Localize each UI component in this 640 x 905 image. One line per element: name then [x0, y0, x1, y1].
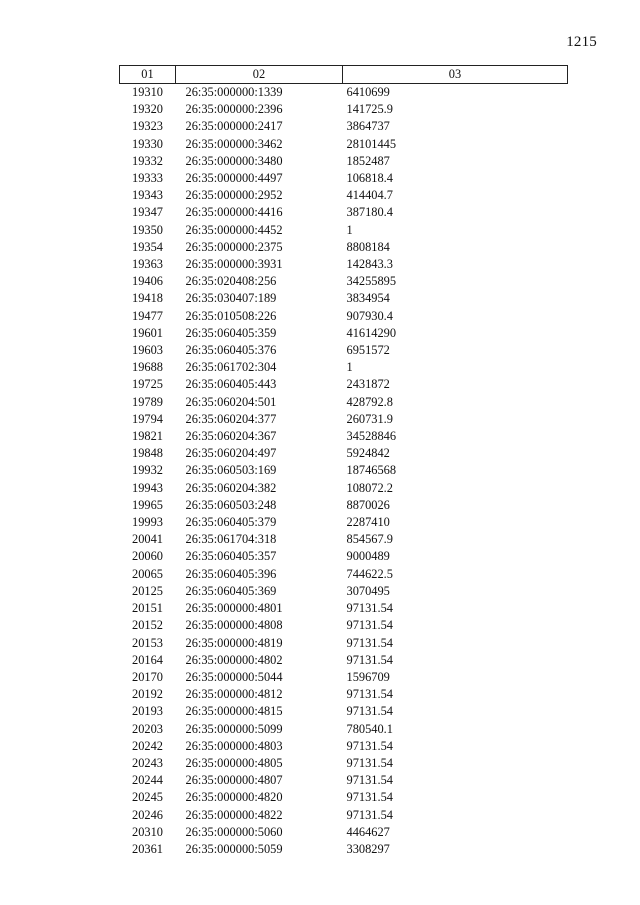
- row-id-cell: 19406: [132, 274, 163, 289]
- value-cell: 1596709: [346, 669, 390, 684]
- row-id-cell: 19688: [132, 360, 163, 375]
- cadastral-number-cell: 26:35:000000:5044: [185, 669, 283, 684]
- value-cell: 106818.4: [346, 171, 393, 186]
- cadastral-number-cell: 26:35:000000:4807: [185, 773, 283, 788]
- table-row: [120, 273, 568, 290]
- cadastral-number-cell: 26:35:061704:318: [185, 532, 277, 547]
- cadastral-number-cell: 26:35:060204:497: [185, 446, 277, 461]
- table-row: [120, 686, 568, 703]
- table-row: [120, 445, 568, 462]
- row-id-cell: 20243: [132, 755, 163, 770]
- table-row: [120, 342, 568, 359]
- row-id-cell: 20153: [132, 635, 163, 650]
- row-id-cell: 20125: [132, 583, 163, 598]
- value-cell: 9000489: [346, 549, 390, 564]
- row-id-cell: 19993: [132, 515, 163, 530]
- table-row: [120, 772, 568, 789]
- table-row: [120, 755, 568, 772]
- row-id-cell: 20361: [132, 841, 163, 856]
- value-cell: 2287410: [346, 515, 390, 530]
- table-row: [120, 308, 568, 325]
- column-header-02: 02: [176, 66, 343, 84]
- cadastral-number-cell: 26:35:000000:4497: [185, 171, 283, 186]
- value-cell: 854567.9: [346, 532, 393, 547]
- row-id-cell: 19601: [132, 325, 163, 340]
- table-body: [120, 84, 568, 859]
- cadastral-number-cell: 26:35:000000:2375: [185, 239, 283, 254]
- cadastral-number-cell: 26:35:060204:377: [185, 411, 277, 426]
- table-row: [120, 531, 568, 548]
- table-row: [120, 617, 568, 634]
- value-cell: 97131.54: [346, 755, 393, 770]
- cadastral-number-cell: 26:35:060405:443: [185, 377, 277, 392]
- value-cell: 428792.8: [346, 394, 393, 409]
- value-cell: 97131.54: [346, 601, 393, 616]
- cadastral-number-cell: 26:35:061702:304: [185, 360, 277, 375]
- value-cell: 97131.54: [346, 790, 393, 805]
- cadastral-number-cell: 26:35:000000:4802: [185, 652, 283, 667]
- row-id-cell: 20065: [132, 566, 163, 581]
- cadastral-number-cell: 26:35:000000:4416: [185, 205, 283, 220]
- table-row: [120, 118, 568, 135]
- row-id-cell: 19332: [132, 153, 163, 168]
- table-row: [120, 101, 568, 118]
- row-id-cell: 19821: [132, 429, 163, 444]
- cadastral-number-cell: 26:35:000000:4805: [185, 755, 283, 770]
- row-id-cell: 19363: [132, 257, 163, 272]
- row-id-cell: 20245: [132, 790, 163, 805]
- header-row: [120, 66, 568, 84]
- value-cell: 97131.54: [346, 687, 393, 702]
- column-header-01: 01: [120, 66, 176, 84]
- value-cell: 34528846: [346, 429, 397, 444]
- row-id-cell: 19418: [132, 291, 163, 306]
- row-id-cell: 20242: [132, 738, 163, 753]
- table-row: [120, 256, 568, 273]
- cadastral-number-cell: 26:35:000000:4812: [185, 687, 283, 702]
- cadastral-number-cell: 26:35:060405:376: [185, 343, 277, 358]
- table-row: [120, 480, 568, 497]
- row-id-cell: 19354: [132, 239, 163, 254]
- table-row: [120, 824, 568, 841]
- row-id-cell: 20164: [132, 652, 163, 667]
- cadastral-number-cell: 26:35:000000:5059: [185, 841, 283, 856]
- table-row: [120, 789, 568, 806]
- table-row: [120, 703, 568, 720]
- row-id-cell: 19848: [132, 446, 163, 461]
- cadastral-number-cell: 26:35:000000:2417: [185, 119, 283, 134]
- row-id-cell: 19350: [132, 222, 163, 237]
- cadastral-number-cell: 26:35:060204:367: [185, 429, 277, 444]
- cadastral-number-cell: 26:35:060405:369: [185, 583, 277, 598]
- table-row: [120, 428, 568, 445]
- row-id-cell: 20151: [132, 601, 163, 616]
- table-row: [120, 462, 568, 479]
- table-row: [120, 738, 568, 755]
- row-id-cell: 20152: [132, 618, 163, 633]
- row-id-cell: 20170: [132, 669, 163, 684]
- cadastral-number-cell: 26:35:060405:379: [185, 515, 277, 530]
- table-row: [120, 652, 568, 669]
- value-cell: 414404.7: [346, 188, 393, 203]
- row-id-cell: 19725: [132, 377, 163, 392]
- table-row: [120, 153, 568, 170]
- row-id-cell: 19333: [132, 171, 163, 186]
- row-id-cell: 19477: [132, 308, 163, 323]
- value-cell: 2431872: [346, 377, 390, 392]
- cadastral-number-cell: 26:35:000000:4815: [185, 704, 283, 719]
- cadastral-number-cell: 26:35:000000:2396: [185, 102, 283, 117]
- value-cell: 1: [346, 360, 353, 375]
- table-row: [120, 187, 568, 204]
- value-cell: 97131.54: [346, 635, 393, 650]
- row-id-cell: 20041: [132, 532, 163, 547]
- cadastral-number-cell: 26:35:000000:1339: [185, 85, 283, 99]
- cadastral-number-cell: 26:35:060503:169: [185, 463, 277, 478]
- row-id-cell: 19347: [132, 205, 163, 220]
- table-row: [120, 84, 568, 102]
- cadastral-number-cell: 26:35:030407:189: [185, 291, 277, 306]
- cadastral-number-cell: 26:35:000000:4820: [185, 790, 283, 805]
- row-id-cell: 19310: [132, 85, 163, 99]
- row-id-cell: 19603: [132, 343, 163, 358]
- cadastral-number-cell: 26:35:000000:2952: [185, 188, 283, 203]
- table-row: [120, 497, 568, 514]
- row-id-cell: 19343: [132, 188, 163, 203]
- value-cell: 97131.54: [346, 807, 393, 822]
- column-header-03: 03: [343, 66, 568, 84]
- value-cell: 8870026: [346, 497, 390, 512]
- value-cell: 34255895: [346, 274, 397, 289]
- table-row: [120, 635, 568, 652]
- row-id-cell: 19794: [132, 411, 163, 426]
- cadastral-number-cell: 26:35:000000:4822: [185, 807, 283, 822]
- table-row: [120, 136, 568, 153]
- value-cell: 8808184: [346, 239, 390, 254]
- row-id-cell: 19320: [132, 102, 163, 117]
- value-cell: 3864737: [346, 119, 390, 134]
- row-id-cell: 19323: [132, 119, 163, 134]
- cadastral-number-cell: 26:35:000000:5099: [185, 721, 283, 736]
- value-cell: 28101445: [346, 136, 397, 151]
- table-row: [120, 376, 568, 393]
- cadastral-number-cell: 26:35:060204:501: [185, 394, 277, 409]
- table-row: [120, 325, 568, 342]
- cadastral-number-cell: 26:35:060204:382: [185, 480, 277, 495]
- value-cell: 780540.1: [346, 721, 393, 736]
- value-cell: 3308297: [346, 841, 390, 856]
- table-row: [120, 807, 568, 824]
- value-cell: 97131.54: [346, 652, 393, 667]
- value-cell: 97131.54: [346, 773, 393, 788]
- cadastral-number-cell: 26:35:010508:226: [185, 308, 277, 323]
- cadastral-number-cell: 26:35:060405:359: [185, 325, 277, 340]
- value-cell: 142843.3: [346, 257, 393, 272]
- value-cell: 4464627: [346, 824, 390, 839]
- cadastral-number-cell: 26:35:000000:4803: [185, 738, 283, 753]
- row-id-cell: 20192: [132, 687, 163, 702]
- row-id-cell: 19330: [132, 136, 163, 151]
- table-row: [120, 583, 568, 600]
- cadastral-number-cell: 26:35:000000:4819: [185, 635, 283, 650]
- value-cell: 97131.54: [346, 618, 393, 633]
- row-id-cell: 19789: [132, 394, 163, 409]
- table-row: [120, 411, 568, 428]
- table-row: [120, 290, 568, 307]
- cadastral-number-cell: 26:35:000000:3931: [185, 257, 283, 272]
- table-row: [120, 222, 568, 239]
- value-cell: 387180.4: [346, 205, 393, 220]
- table-row: [120, 239, 568, 256]
- value-cell: 744622.5: [346, 566, 393, 581]
- value-cell: 97131.54: [346, 738, 393, 753]
- cadastral-number-cell: 26:35:000000:5060: [185, 824, 283, 839]
- row-id-cell: 20244: [132, 773, 163, 788]
- value-cell: 260731.9: [346, 411, 393, 426]
- value-cell: 3834954: [346, 291, 390, 306]
- data-table: [119, 65, 568, 858]
- value-cell: 6951572: [346, 343, 390, 358]
- row-id-cell: 20193: [132, 704, 163, 719]
- value-cell: 18746568: [346, 463, 397, 478]
- value-cell: 907930.4: [346, 308, 393, 323]
- value-cell: 97131.54: [346, 704, 393, 719]
- row-id-cell: 20203: [132, 721, 163, 736]
- cadastral-number-cell: 26:35:000000:4808: [185, 618, 283, 633]
- row-id-cell: 19932: [132, 463, 163, 478]
- row-id-cell: 20246: [132, 807, 163, 822]
- table-row: [120, 669, 568, 686]
- table-row: [120, 170, 568, 187]
- cadastral-number-cell: 26:35:000000:3462: [185, 136, 283, 151]
- row-id-cell: 19943: [132, 480, 163, 495]
- table-row: [120, 204, 568, 221]
- value-cell: 3070495: [346, 583, 390, 598]
- table-row: [120, 566, 568, 583]
- table-row: [120, 394, 568, 411]
- value-cell: 5924842: [346, 446, 390, 461]
- value-cell: 108072.2: [346, 480, 393, 495]
- table-header: [120, 66, 568, 84]
- value-cell: 41614290: [346, 325, 397, 340]
- cadastral-number-cell: 26:35:000000:3480: [185, 153, 283, 168]
- table-row: [120, 600, 568, 617]
- row-id-cell: 20310: [132, 824, 163, 839]
- row-id-cell: 19965: [132, 497, 163, 512]
- row-id-cell: 20060: [132, 549, 163, 564]
- table-row: [120, 514, 568, 531]
- table-row: [120, 721, 568, 738]
- cadastral-number-cell: 26:35:060503:248: [185, 497, 277, 512]
- cadastral-number-cell: 26:35:000000:4801: [185, 601, 283, 616]
- table-row: [120, 841, 568, 858]
- page-number: 1215: [566, 34, 597, 50]
- value-cell: 141725.9: [346, 102, 393, 117]
- table-row: [120, 548, 568, 565]
- cadastral-number-cell: 26:35:000000:4452: [185, 222, 283, 237]
- value-cell: 1: [346, 222, 353, 237]
- cadastral-number-cell: 26:35:060405:357: [185, 549, 277, 564]
- table-row: [120, 359, 568, 376]
- value-cell: 6410699: [346, 85, 390, 99]
- cadastral-number-cell: 26:35:020408:256: [185, 274, 277, 289]
- value-cell: 1852487: [346, 153, 390, 168]
- cadastral-number-cell: 26:35:060405:396: [185, 566, 277, 581]
